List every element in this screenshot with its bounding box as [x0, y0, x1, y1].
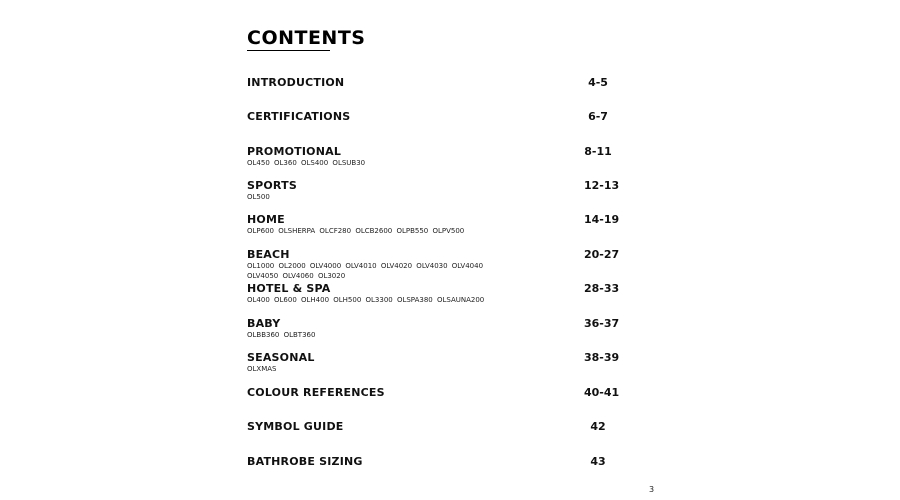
entry-title: SYMBOL GUIDE: [247, 420, 344, 433]
entry-product-codes: OL450 OL360 OLS400 OLSUB30: [247, 159, 366, 167]
entry-product-codes: OLXMAS: [247, 365, 277, 373]
entry-title: BABY: [247, 317, 281, 330]
entry-title: SEASONAL: [247, 351, 315, 364]
entry-pages: 28-33: [584, 282, 620, 295]
entry-product-codes: OL1000 OL2000 OLV4000 OLV4010 OLV4020 OLV4030 OLV4040 OLV4050 OLV4060 OL3020: [247, 262, 484, 280]
entry-pages: 40-41: [584, 386, 620, 399]
entry-product-codes: OL400 OL600 OLH400 OLH500 OL3300 OLSPA380 OLSAUNA200: [247, 296, 485, 304]
title-underline: [247, 50, 330, 51]
entry-pages: 20-27: [584, 248, 620, 261]
entry-title: INTRODUCTION: [247, 76, 345, 89]
entry-title: CERTIFICATIONS: [247, 110, 351, 123]
entry-pages: 42: [590, 420, 606, 433]
entry-title: HOME: [247, 213, 285, 226]
entry-pages: 8-11: [584, 145, 612, 158]
entry-pages: 14-19: [584, 213, 620, 226]
entry-product-codes: OLBB360 OLBT360: [247, 331, 316, 339]
entry-pages: 38-39: [584, 351, 620, 364]
entry-pages: 4-5: [588, 76, 608, 89]
entry-pages: 6-7: [588, 110, 608, 123]
entry-title: BEACH: [247, 248, 290, 261]
entry-pages: 43: [590, 455, 606, 468]
entry-pages: 36-37: [584, 317, 620, 330]
entry-title: PROMOTIONAL: [247, 145, 342, 158]
page-title: CONTENTS: [247, 27, 366, 49]
entry-pages: 12-13: [584, 179, 620, 192]
page-number: 3: [649, 485, 655, 494]
entry-title: SPORTS: [247, 179, 297, 192]
entry-title: HOTEL & SPA: [247, 282, 331, 295]
entry-title: COLOUR REFERENCES: [247, 386, 385, 399]
entry-product-codes: OLP600 OLSHERPA OLCF280 OLCB2600 OLPB550 OLPV500: [247, 227, 465, 235]
entry-title: BATHROBE SIZING: [247, 455, 363, 468]
entry-product-codes: OL500: [247, 193, 270, 201]
